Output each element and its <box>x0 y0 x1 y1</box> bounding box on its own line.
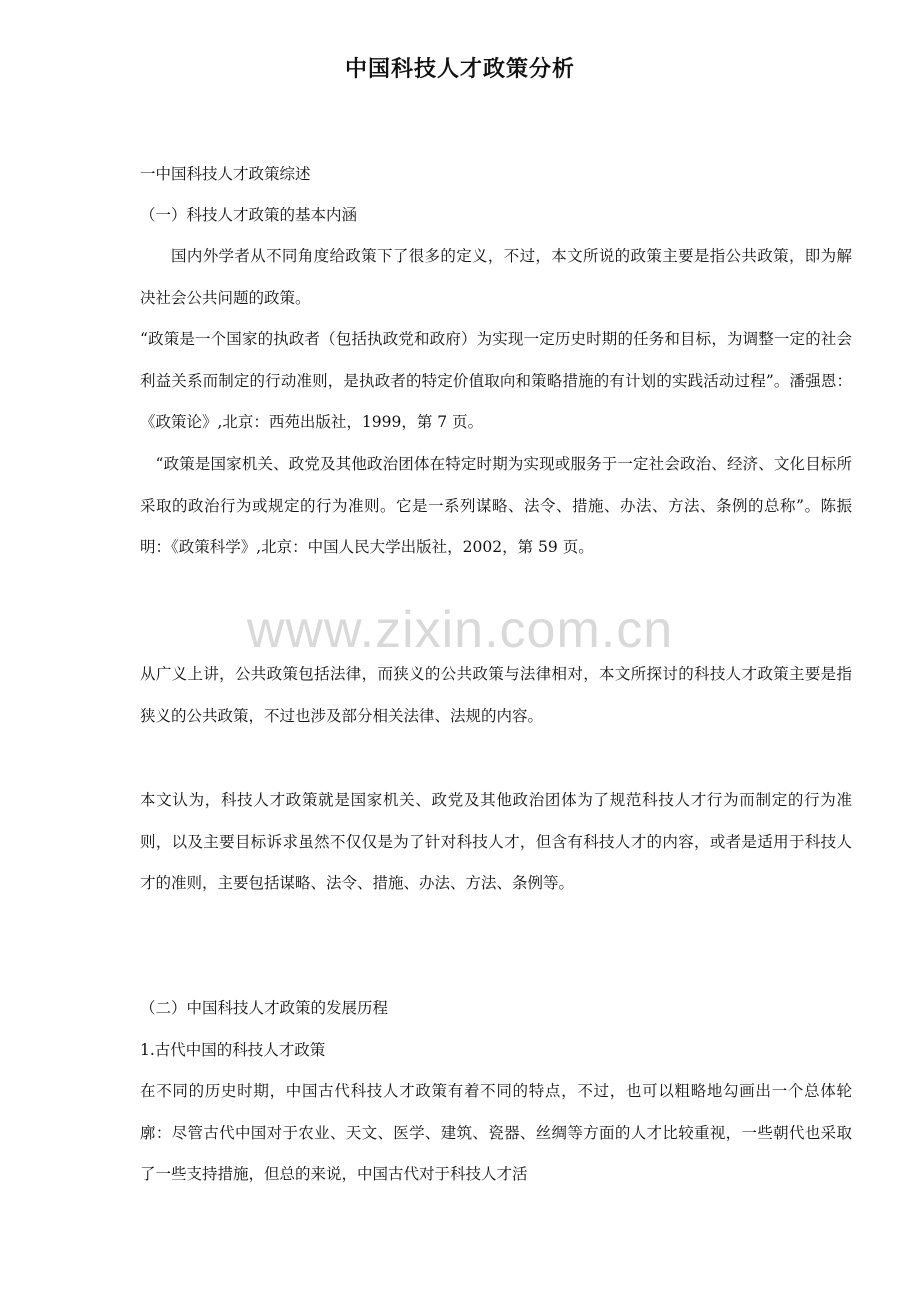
paragraph-scope: 从广义上讲，公共政策包括法律，而狭义的公共政策与法律相对，本文所探讨的科技人才政策主要是指狭义的公共政策，不过也涉及部分相关法律、法规的内容。 <box>140 665 852 725</box>
document-title: 中国科技人才政策分析 <box>344 56 575 82</box>
paragraph-definition-author: 本文认为，科技人才政策就是国家机关、政党及其他政治团体为了规范科技人才行为而制定的行为准则，以及主要目标诉求虽然不仅仅是为了针对科技人才，但含有科技人才的内容，或者是适用于科技人才的准则，主要包括谋略、法令、措施、办法、方法、条例等。 <box>140 791 852 892</box>
quote-paragraph: “政策是国家机关、政党及其他政治团体在特定时期为实现或服务于一定社会政治、经济、文化目标所采取的政治行为或规定的行为准则。它是一系列谋略、法令、措施、办法、方法、条例的总称”。陈振明：《政策科学》,北京：中国人民大学出版社，2002，第 59 页。 <box>140 455 852 556</box>
section-heading: 一中国科技人才政策综述 <box>140 165 311 183</box>
subsection-heading: （一）科技人才政策的基本内涵 <box>140 206 358 224</box>
sub-subsection-heading: 1.古代中国的科技人才政策 <box>140 1041 326 1059</box>
quote-paragraph: “政策是一个国家的执政者（包括执政党和政府）为实现一定历史时期的任务和目标，为调整一定的社会利益关系而制定的行动准则，是执政者的特定价值取向和策略措施的有计划的实践活动过程”。潘强恩：《政策论》,北京：西苑出版社，1999，第 7 页。 <box>140 330 852 431</box>
watermark: www.zixin.com.cn <box>246 601 674 659</box>
subsection-heading: （二）中国科技人才政策的发展历程 <box>140 999 389 1017</box>
paragraph-ancient-policy: 在不同的历史时期，中国古代科技人才政策有着不同的特点，不过，也可以粗略地勾画出一个总体轮廓：尽管古代中国对于农业、天文、医学、建筑、瓷器、丝绸等方面的人才比较重视，一些朝代也采取了一些支持措施，但总的来说，中国古代对于科技人才活 <box>140 1082 852 1183</box>
paragraph-definition: 国内外学者从不同角度给政策下了很多的定义，不过，本文所说的政策主要是指公共政策，即为解决社会公共问题的政策。 <box>140 247 852 307</box>
